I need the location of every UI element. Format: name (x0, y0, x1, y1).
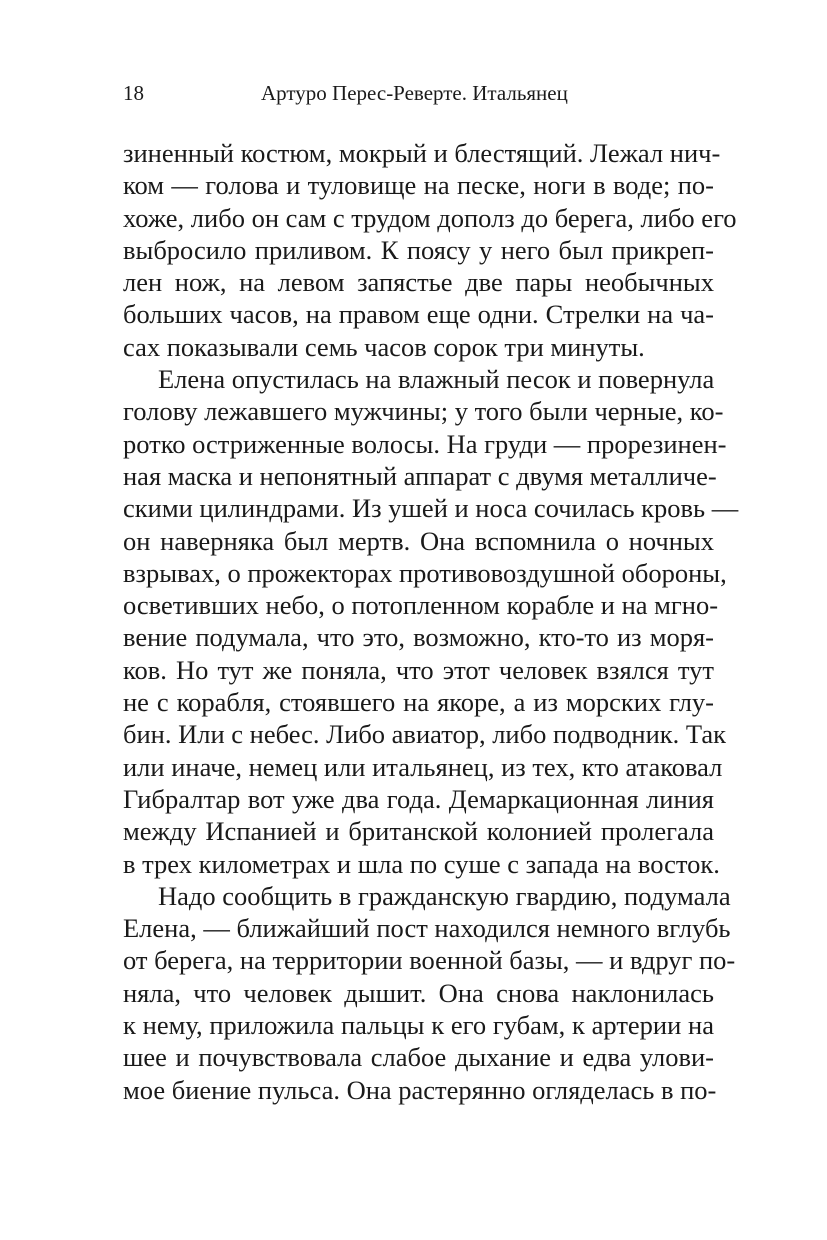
page-number: 18 (123, 81, 144, 105)
text-line: ротко остриженные волосы. На груди — прорезинен- (123, 428, 727, 459)
text-line: между Испанией и британской колонией пролегала (123, 816, 714, 847)
text-line: хоже, либо он сам с трудом дополз до берега, либо его (123, 202, 737, 233)
paragraph (123, 363, 739, 880)
text-line: Гибралтар вот уже два года. Демаркационная линия (123, 783, 714, 814)
text-line: больших часов, на правом еще одни. Стрелки на ча- (123, 299, 714, 330)
paragraph (123, 137, 737, 363)
text-line: он наверняка был мертв. Она вспомнила о ночных (123, 525, 714, 556)
text-line: в трех километрах и шла по суше с запада на восток. (123, 848, 720, 879)
text-line: ков. Но тут же поняла, что этот человек взялся тут (123, 654, 714, 685)
text-line: сах показывали семь часов сорок три минуты. (123, 331, 645, 362)
text-line: скими цилиндрами. Из ушей и носа сочилась кровь — (123, 493, 739, 524)
running-head (123, 78, 714, 108)
body-text (123, 137, 739, 1106)
text-line: лен нож, на левом запястье две пары необычных (123, 267, 714, 298)
paragraph (123, 880, 736, 1106)
text-line: вение подумала, что это, возможно, кто-то из моря- (123, 622, 714, 653)
text-line: к нему, приложила пальцы к его губам, к артерии на (123, 1010, 714, 1041)
text-line: выбросило приливом. К поясу у него был прикреп- (123, 234, 714, 265)
text-line: Надо сообщить в гражданскую гвардию, подумала (158, 880, 731, 911)
running-title: Артуро Перес-Реверте. Итальянец (261, 81, 568, 105)
text-line: зиненный костюм, мокрый и блестящий. Лежал нич- (123, 138, 721, 168)
text-line: голову лежавшего мужчины; у того были черные, ко- (123, 396, 724, 427)
text-line: шее и почувствовала слабое дыхание и едва улови- (123, 1042, 714, 1073)
text-line: или иначе, немец или итальянец, из тех, кто атаковал (123, 751, 723, 782)
text-line: Елена, — ближайший пост находился немного вглубь (123, 913, 731, 944)
text-line: бин. Или с небес. Либо авиатор, либо подводник. Так (123, 719, 727, 750)
text-line: ная маска и непонятный аппарат с двумя металличе- (123, 460, 717, 491)
text-line: взрывах, о прожекторах противовоздушной обороны, (123, 557, 727, 588)
text-line: Елена опустилась на влажный песок и повернула (158, 364, 715, 395)
text-line: няла, что человек дышит. Она снова наклонилась (123, 977, 714, 1008)
text-line: ком — голова и туловище на песке, ноги в воде; по- (123, 170, 714, 201)
text-line: мое биение пульса. Она растерянно огляделась в по- (123, 1074, 717, 1105)
text-line: не с корабля, стоявшего на якоре, а из морских глу- (123, 687, 714, 718)
text-line: осветивших небо, о потопленном корабле и на мгно- (123, 590, 719, 621)
text-line: от берега, на территории военной базы, — и вдруг по- (123, 945, 736, 976)
